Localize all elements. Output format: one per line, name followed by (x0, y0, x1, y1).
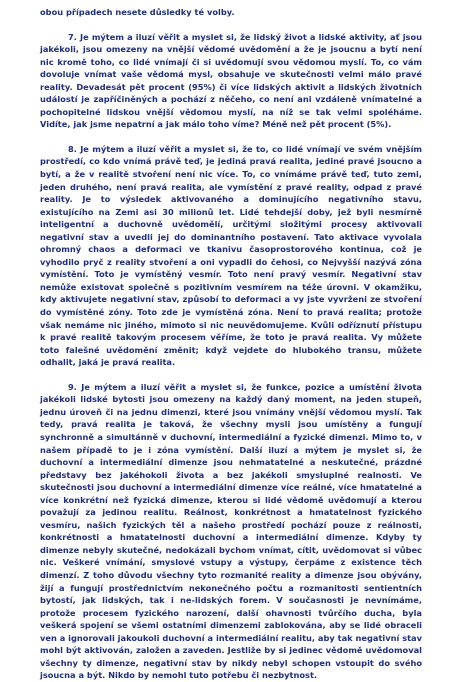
text-column (40, 6, 422, 682)
paragraph-8: 8. Je mýtem a iluzí věřit a myslet si, že to, co lidé vnímají ve svém vnějším prostředí, co kdo vnímá právě teď, je jediná pravá realita, jediné pravé jsoucno a bytí, a že v realitě stvoření není nic více. To, co vnímáme právě teď, tuto zemi, jeden druhého, není pravá realita, ale vymístění z pravé reality, odpad z pravé reality. Je to výsledek aktivovaného a dominujícího negativního stavu, existujícího na Zemi asi 30 milionů let. Lidé tehdejší doby, jež byli nesmírně inteligentní a duchovně uvědomělí, určitými složitými procesy aktivovali negativní stav a uvedli jej do dominantního postavení. Tato aktivace vyvolala ohromný chaos a deformaci ve tkanivu časoprostorového kontinua, což je vyhodilo pryč z reality stvoření a oni vypadli do čehosi, co Nejvyšší nazývá zóna vymístění. Toto je vymístěný vesmír. Toto není pravý vesmír. Negativní stav nemůže existovat společně s pozitivním vesmírem na téže úrovni. V okamžiku, kdy aktivujete negativní stav, způsobí to deformaci a vy jste vyvrženi ze stvoření do vymístěné zóny. Toto zde je vymístěná zóna. Není to pravá realita; protože však nemáme nic jiného, mimoto si nic neuvědomujeme. Kvůli odříznutí přístupu k pravé realitě takovým procesem věříme, že toto je pravá realita. Vy můžete toto falešné uvědomění změnit; když vejdete do hlubokého transu, můžete odhalit, jaká je pravá realita. (40, 143, 422, 368)
paragraph-7: 7. Je mýtem a iluzí věřit a myslet si, že lidský život a lidské aktivity, ať jsou jakékoli, jsou omezeny na vnější vědomé uvědomění a že je jsoucnu a bytí není nic kromě toho, co lidé vnímají či si uvědomují svou vědomou myslí. To, co vám dovoluje vnímat vaše vědomá mysl, obsahuje ve skutečnosti velmi málo pravé reality. Devadesát pět procent (95%) či více lidských aktivit a lidských životních událostí je zapříčiněných a pochází z něčeho, co není ani vzdáleně vnímatelné a pochopitelné lidskou vnější vědomou myslí, na níž se tak velmi spoléháme. Vidíte, jak jsme nepatrní a jak málo toho víme? Méně než pět procent (5%). (40, 31, 422, 130)
paragraph-gap (40, 19, 422, 31)
paragraph-gap (40, 131, 422, 143)
paragraph-gap (40, 369, 422, 381)
paragraph-continuation: obou případech nesete důsledky té volby. (40, 7, 235, 17)
paragraph-9: 9. Je mýtem a iluzí věřit a myslet si, že funkce, pozice a umístění života jakékoli lidské bytosti jsou omezeny na každý daný moment, na jeden stupeň, jednu úroveň či na jednu dimenzi, které jsou vnímány vnější vědomou myslí. Tak tedy, pravá realita je taková, že všechny mysli jsou umístěny a fungují synchronně a simultánně v duchovní, intermediální a fyzické dimenzi. Mimo to, v našem případě to je i zóna vymístění. Další iluzí a mýtem je myslet si, že duchovní a intermediální dimenze jsou nehmatatelné a neskutečné, prázdné představy bez jakéhokoli života a bez jakékoli smysluplné realnosti. Ve skutečnosti jsou duchovní a intermediální dimenze více reálné, více hmatatelné a více konkrétní než fyzická dimenze, kterou si lidé vědomě uvědomují a kterou považují za jedinou realitu. Reálnost, konkrétnost a hmatatelnost fyzického vesmíru, našich fyzických těl a našeho prostředí pochází pouze z reálnosti, konkrétnosti a hmatatelnosti duchovní a intermediální dimenze. Kdyby ty dimenze nebyly skutečné, nedokázali bychom vnímat, cítit, uvědomovat si vůbec nic. Veškeré vnímání, smyslové vstupy a výstupy, čerpáme z existence těch dimenzí. Z toho důvodu všechny tyto rozmanité reality a dimenze jsou obývány, žijí a fungují prostřednictvím nekonečného počtu a rozmanitosti sentientních bytostí, jak lidských, tak i ne-lidských forem. V současnosti je nevnímáme, protože procesem fyzického narození, další ohavnosti tvůrčího ducha, byla veškerá spojení se všemi ostatními dimenzemi zablokována, aby se lidé obraceli ven a ignorovali jakoukoli duchovní a intermediální realitu, aby tak negativní stav mohl být aktivován, založen a zaveden. Jestliže by si jedinec vědomě uvědomoval všechny ty dimenze, negativní stav by nikdy nebyl schopen vstoupit do svého jsoucna a být. Nikdo by nemohl tuto potřebu či nezbytnost. (40, 381, 422, 681)
